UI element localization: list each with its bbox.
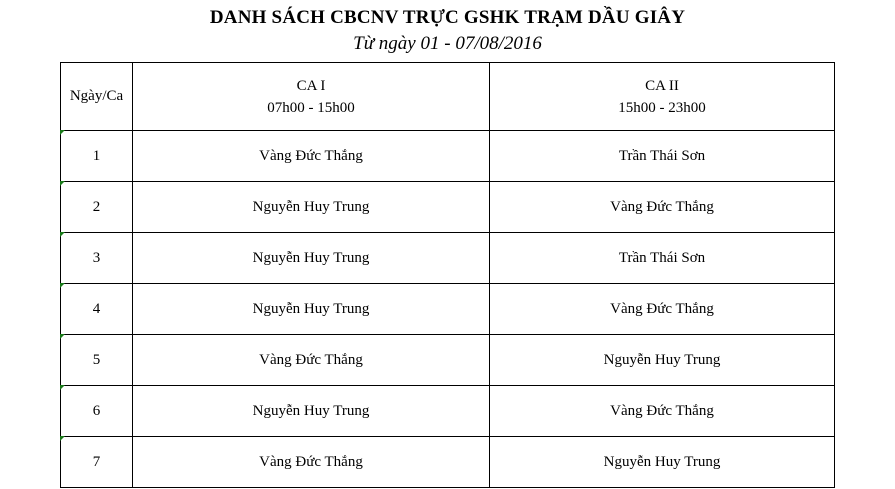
shift2-cell[interactable]: Nguyễn Huy Trung xyxy=(490,335,835,386)
table-row xyxy=(61,437,835,488)
shift2-cell[interactable]: Vàng Đức Thắng xyxy=(490,386,835,437)
shift2-time: 15h00 - 23h00 xyxy=(618,99,706,116)
table-row xyxy=(61,284,835,335)
table-row xyxy=(61,335,835,386)
shift2-name: CA II xyxy=(645,77,679,94)
day-number: 1 xyxy=(92,147,101,164)
shift2-cell[interactable]: Vàng Đức Thắng xyxy=(490,284,835,335)
duty-roster-table xyxy=(60,62,835,488)
shift2-cell[interactable]: Vàng Đức Thắng xyxy=(490,182,835,233)
cell-comment-marker xyxy=(60,232,65,237)
date-range-subtitle: Từ ngày 01 - 07/08/2016 xyxy=(353,33,542,54)
cell-comment-marker xyxy=(60,130,65,135)
shift1-cell[interactable]: Nguyễn Huy Trung xyxy=(133,182,490,233)
shift1-cell[interactable]: Vàng Đức Thắng xyxy=(133,131,490,182)
shift1-cell[interactable]: Nguyễn Huy Trung xyxy=(133,233,490,284)
table-row xyxy=(61,131,835,182)
day-shift-header-label: Ngày/Ca xyxy=(69,88,124,104)
table-row xyxy=(61,233,835,284)
shift1-name: CA I xyxy=(296,77,326,94)
day-cell[interactable] xyxy=(61,131,133,182)
shift1-cell[interactable]: Nguyễn Huy Trung xyxy=(133,284,490,335)
day-cell[interactable] xyxy=(61,437,133,488)
day-number: 6 xyxy=(92,402,101,419)
shift1-cell[interactable]: Nguyễn Huy Trung xyxy=(133,386,490,437)
day-number: 7 xyxy=(92,453,101,470)
cell-comment-marker xyxy=(60,283,65,288)
cell-comment-marker xyxy=(60,181,65,186)
table-row xyxy=(61,182,835,233)
table-row xyxy=(61,386,835,437)
day-number: 5 xyxy=(92,351,101,368)
shift1-cell[interactable]: Vàng Đức Thắng xyxy=(133,437,490,488)
day-cell[interactable] xyxy=(61,284,133,335)
shift1-cell[interactable]: Vàng Đức Thắng xyxy=(133,335,490,386)
shift2-cell[interactable]: Trần Thái Sơn xyxy=(490,233,835,284)
cell-comment-marker xyxy=(60,334,65,339)
cell-comment-marker xyxy=(60,436,65,441)
day-shift-header[interactable] xyxy=(61,63,133,131)
shift2-cell[interactable]: Nguyễn Huy Trung xyxy=(490,437,835,488)
shift1-header[interactable] xyxy=(133,63,490,131)
day-cell[interactable] xyxy=(61,386,133,437)
shift2-cell[interactable]: Trần Thái Sơn xyxy=(490,131,835,182)
day-cell[interactable] xyxy=(61,182,133,233)
shift2-header[interactable] xyxy=(490,63,835,131)
shift1-time: 07h00 - 15h00 xyxy=(267,99,355,116)
day-number: 2 xyxy=(92,198,101,215)
table-header-row xyxy=(61,63,835,131)
day-cell[interactable] xyxy=(61,335,133,386)
day-number: 4 xyxy=(92,300,101,317)
day-number: 3 xyxy=(92,249,101,266)
cell-comment-marker xyxy=(60,385,65,390)
page-title: DANH SÁCH CBCNV TRỰC GSHK TRẠM DẦU GIÂY xyxy=(209,7,686,28)
day-cell[interactable] xyxy=(61,233,133,284)
